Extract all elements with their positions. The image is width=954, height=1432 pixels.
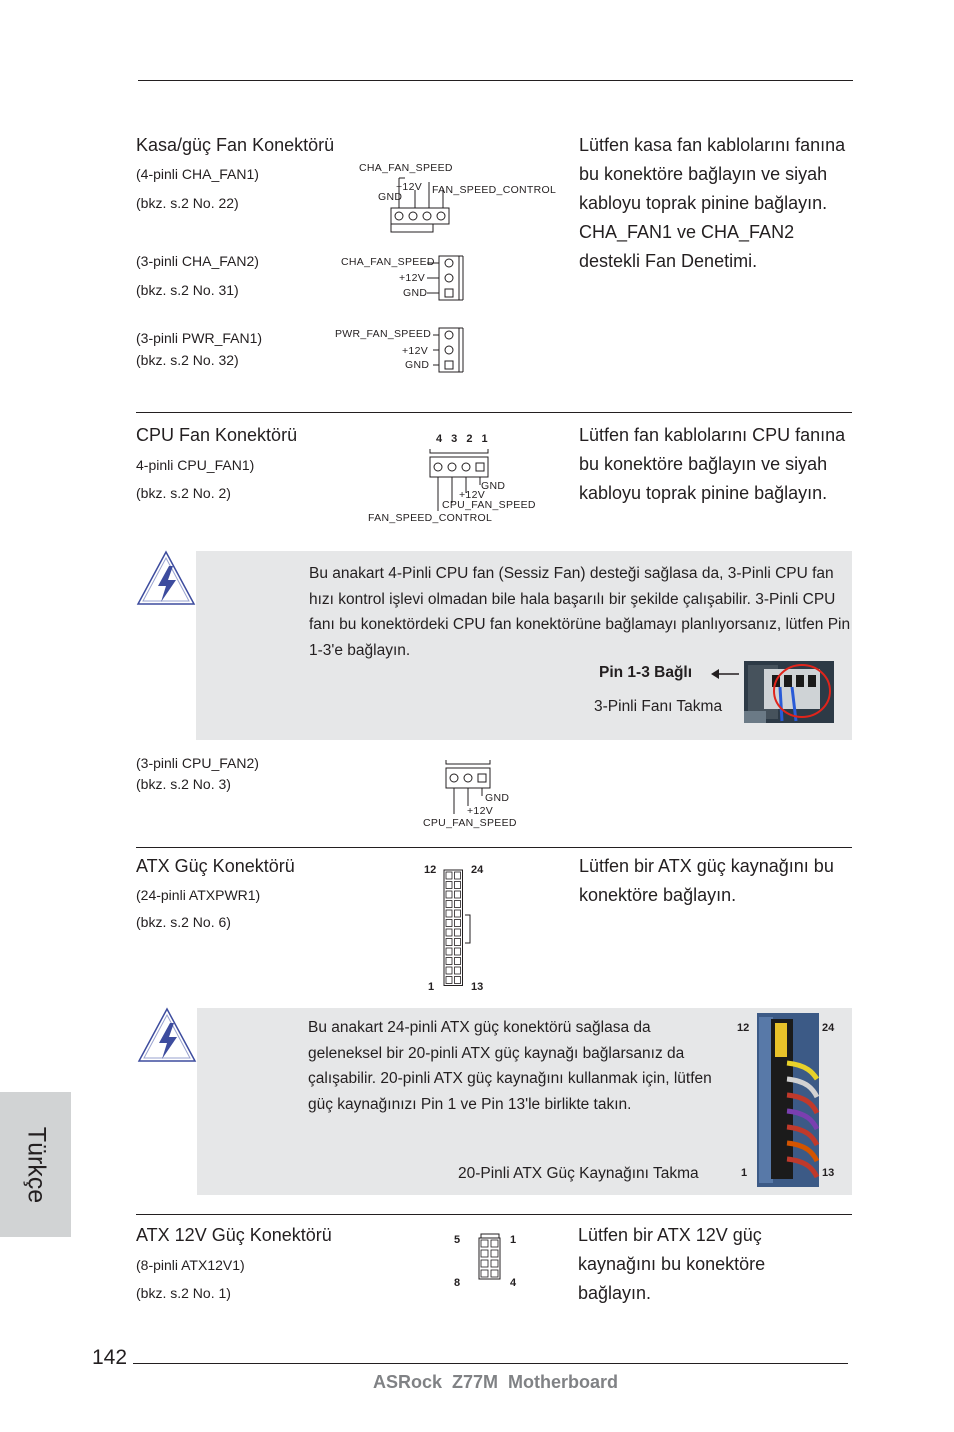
divider-2 (136, 847, 852, 848)
atx-power-description: Lütfen bir ATX güç kaynağını bu konektöre bağlayın. (579, 856, 834, 905)
cpu-fan-description: Lütfen fan kablolarını CPU fanına bu konektöre bağlayın ve siyah kabloyu toprak pinine bağlayın. (579, 425, 846, 503)
footer-rule (133, 1363, 848, 1364)
atx-power-title: ATX Güç Konektörü (136, 856, 295, 876)
cpu2-gnd-label: GND (485, 792, 510, 804)
atx-pin-1-label: 1 (428, 981, 435, 993)
cpu-fan2-pins: (3-pinli CPU_FAN2) (136, 755, 259, 771)
atx-pin-13-label: 13 (471, 981, 484, 993)
connector-pin (446, 920, 452, 927)
cha-fan2-ref: (bkz. s.2 No. 31) (136, 282, 239, 298)
connector-latch (465, 915, 470, 943)
connector-pin (455, 872, 461, 879)
connector-pin (481, 1250, 488, 1257)
cha1-gnd-label: GND (378, 191, 403, 203)
connector-pin (455, 929, 461, 936)
cha1-speed-label: CHA_FAN_SPEED (359, 162, 453, 174)
atx-24pin-connector-diagram (443, 869, 475, 991)
warning-icon (137, 1007, 197, 1063)
language-side-tab (0, 1092, 71, 1237)
connector-pin (491, 1260, 498, 1267)
pwr-fan1-ref: (bkz. s.2 No. 32) (136, 352, 239, 368)
cpu-fan-photo (744, 661, 834, 723)
connector-pin (446, 901, 452, 908)
footer-product: ASRock Z77M Motherboard (373, 1372, 619, 1392)
atx12v-pin-1-label: 1 (510, 1234, 517, 1246)
page-number: 142 (92, 1346, 128, 1369)
cpu-speed-label: CPU_FAN_SPEED (442, 499, 536, 511)
cha-fan2-pins: (3-pinli CHA_FAN2) (136, 253, 259, 269)
atx-power-pins: (24-pinli ATXPWR1) (136, 887, 261, 903)
connector-pin (491, 1250, 498, 1257)
photo-pin-12-label: 12 (737, 1022, 750, 1034)
cpu2-speed-label: CPU_FAN_SPEED (423, 817, 517, 829)
cpu-12v-label: +12V (459, 489, 486, 501)
connector-pin (446, 891, 452, 898)
pwr-12v-label: +12V (402, 345, 429, 357)
connector-pin (455, 901, 461, 908)
cha1-12v-label: +12V (396, 181, 423, 193)
cpu-fan2-ref: (bkz. s.2 No. 3) (136, 776, 231, 792)
atx-pin-24-label: 24 (471, 864, 484, 876)
connector-pin (446, 929, 452, 936)
atx12v-title: ATX 12V Güç Konektörü (136, 1225, 332, 1245)
atx12v-pins: (8-pinli ATX12V1) (136, 1257, 245, 1273)
connector-pin (455, 967, 461, 974)
photo-pin-1-label: 1 (741, 1167, 748, 1179)
cpu-fan-title: CPU Fan Konektörü (136, 425, 298, 445)
connector-pin (455, 977, 461, 984)
connector-pin (446, 882, 452, 889)
cha2-gnd-label: GND (403, 287, 428, 299)
connector-pin (455, 939, 461, 946)
pwr-fan1-connector-diagram (427, 326, 472, 376)
connector-pin (455, 910, 461, 917)
arrow-left-icon (711, 668, 741, 680)
cpu2-12v-label: +12V (467, 805, 494, 817)
connector-pin (491, 1240, 498, 1247)
connector-pin (481, 1270, 488, 1277)
cha-fan1-connector-diagram (385, 170, 455, 240)
cpu-fan-note-text: Bu anakart 4-Pinli CPU fan (Sessiz Fan) desteği sağlasa da, 3-Pinli CPU fan hızı kontrol işlevi olmadan bile hala başarılı bir şekilde çalışabilir. 3-Pinli CPU fanı bu konektördeki CPU fan konektörüne bağlamayı planlıyorsanız, lütfen Pin 1-3'e bağlayın. (309, 565, 851, 659)
cha2-speed-label: CHA_FAN_SPEED (341, 256, 435, 268)
cpu-gnd-label: GND (481, 480, 506, 492)
atx12v-pin-4-label: 4 (510, 1277, 517, 1289)
cpu-fan1-ref: (bkz. s.2 No. 2) (136, 485, 231, 501)
connector-pin (481, 1260, 488, 1267)
cpu-control-label: FAN_SPEED_CONTROL (368, 512, 493, 524)
connector-latch (481, 1234, 499, 1238)
atx-power-photo (757, 1013, 819, 1187)
pwr-fan1-pins: (3-pinli PWR_FAN1) (136, 330, 263, 346)
divider-1 (136, 412, 852, 413)
install-3pin-label: 3-Pinli Fanı Takma (594, 698, 723, 715)
connector-pin (446, 967, 452, 974)
connector-pin (455, 958, 461, 965)
atx12v-description: Lütfen bir ATX 12V güç kaynağını bu konektöre bağlayın. (578, 1225, 766, 1303)
connector-pin (446, 977, 452, 984)
atx-pin-12-label: 12 (424, 864, 437, 876)
divider-3 (136, 1214, 852, 1215)
cpu-fan-pin-numbers: 4 3 2 1 (436, 433, 491, 445)
cha-fan1-ref: (bkz. s.2 No. 22) (136, 195, 239, 211)
atx12v-ref: (bkz. s.2 No. 1) (136, 1285, 231, 1301)
cpu-fan1-pins: 4-pinli CPU_FAN1) (136, 457, 255, 473)
atx12v-pin-8-label: 8 (454, 1277, 461, 1289)
photo-pin-13-label: 13 (822, 1167, 835, 1179)
top-rule (138, 80, 853, 81)
language-label: Türkçe (22, 1126, 50, 1203)
connector-pin (446, 872, 452, 879)
connector-pin (446, 958, 452, 965)
photo-pin-24-label: 24 (822, 1022, 835, 1034)
atx-note-text: Bu anakart 24-pinli ATX güç konektörü sağlasa da geleneksel bir 20-pinli ATX güç kaynağı bağlarsanız da çalışabilir. 20-pinli ATX güç kaynağını kullanmak için, lütfen güç kaynağınızı Pin 1 ve Pin 13'le birlikte takın. (308, 1019, 712, 1113)
atx-8pin-connector-diagram (473, 1232, 507, 1286)
chassis-fan-description: Lütfen kasa fan kablolarını fanına bu konektöre bağlayın ve siyah kabloyu toprak pinine bağlayın. CHA_FAN1 ve CHA_FAN2 destekli Fan Denetimi. (579, 135, 846, 271)
atx12v-pin-5-label: 5 (454, 1234, 461, 1246)
connector-pin (455, 948, 461, 955)
install-20pin-label: 20-Pinli ATX Güç Kaynağını Takma (458, 1165, 699, 1182)
pwr-speed-label: PWR_FAN_SPEED (335, 328, 432, 340)
connector-pin (491, 1270, 498, 1277)
chassis-fan-title: Kasa/güç Fan Konektörü (136, 135, 335, 155)
connector-pin (455, 882, 461, 889)
cha-fan1-pins: (4-pinli CHA_FAN1) (136, 166, 259, 182)
pwr-gnd-label: GND (405, 359, 430, 371)
cha2-12v-label: +12V (399, 272, 426, 284)
connector-pin (481, 1240, 488, 1247)
connector-pin (455, 920, 461, 927)
cha-fan2-connector-diagram (427, 254, 472, 304)
connector-pin (446, 948, 452, 955)
connector-pin (446, 939, 452, 946)
cha1-control-label: FAN_SPEED_CONTROL (432, 184, 557, 196)
connector-pin (446, 910, 452, 917)
atx-power-ref: (bkz. s.2 No. 6) (136, 914, 231, 930)
pin-1-3-label: Pin 1-3 Bağlı (599, 664, 693, 681)
connector-pin (455, 891, 461, 898)
warning-icon (136, 550, 196, 606)
